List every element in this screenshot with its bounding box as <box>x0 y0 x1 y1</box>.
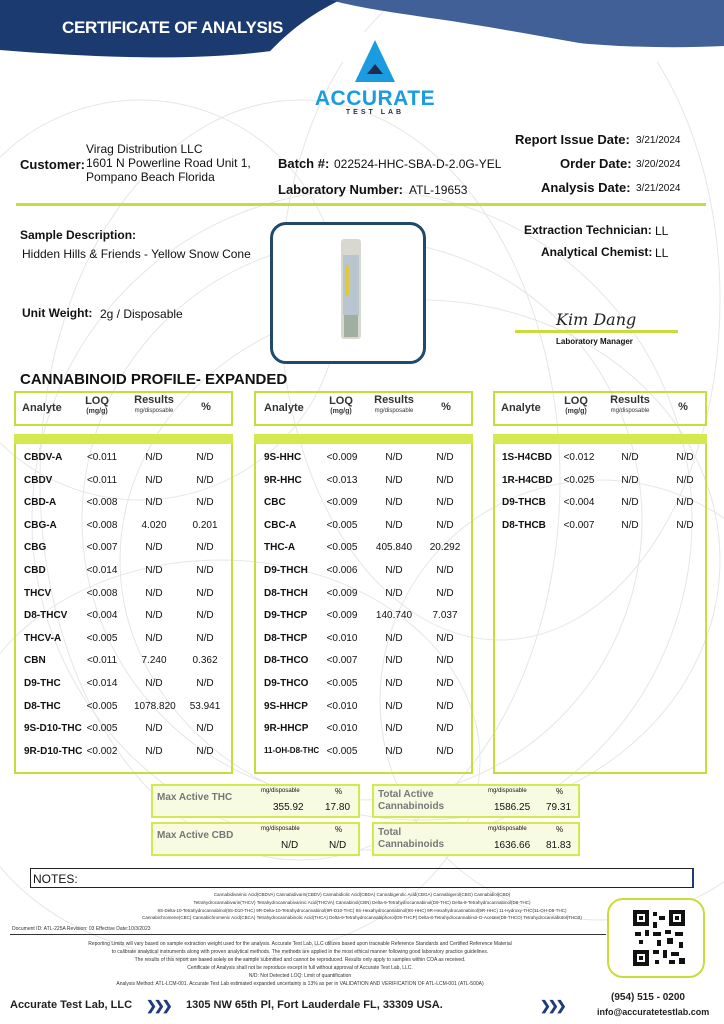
header-divider <box>16 203 706 206</box>
percent-value: N/D <box>436 700 454 712</box>
loq-value: <0.005 <box>326 519 358 531</box>
col-results-unit: mg/disposable <box>374 408 414 414</box>
result-value: N/D <box>145 723 163 735</box>
analyte-name: CBD <box>24 565 46 576</box>
disclaimer-4: Certificate of Analysis shall not be reproduce except in full without approval of Accurate Test Lab, LLC. <box>187 965 413 971</box>
loq-value: <0.005 <box>326 745 358 757</box>
percent-value: N/D <box>196 452 214 463</box>
result-value: N/D <box>385 519 403 531</box>
percent-value: N/D <box>676 452 694 463</box>
company-logo <box>300 38 450 116</box>
percent-value: N/D <box>196 474 214 486</box>
result-value: N/D <box>385 632 403 644</box>
customer-address-1: 1601 N Powerline Road Unit 1, <box>86 156 251 170</box>
abbreviations-line-3: 9S-Delta-10-Tetrahydrocannabinol(9S-D10-THC) 9R-Delta-10-Tetrahydrocannabinol(9R-D10-THC) 9S-Hexahydrocannabinol(9S-HHC) 9R-Hexahydrocannabinol(9R-HHC) 11-Hydroxy-THC(11-OH-D8-THC) <box>157 908 567 913</box>
loq-value: <0.008 <box>86 497 118 509</box>
disclaimer-3: The results of this report are based solely on the sample submitted and cannot be reproduced. Results only apply to samples within COA as received. <box>134 957 466 963</box>
result-value: N/D <box>145 497 163 509</box>
total-active-pct: 79.31 <box>546 802 572 813</box>
analyte-name: THCV-A <box>24 632 62 644</box>
result-value: 1078.820 <box>134 700 176 712</box>
unit-weight-value: 2g / Disposable <box>100 307 183 321</box>
max-cbd-mg: N/D <box>281 840 299 851</box>
sample-photo-frame <box>270 222 426 364</box>
loq-value: <0.013 <box>326 474 358 486</box>
report-date-label: Report Issue Date: <box>515 132 630 147</box>
table-row <box>502 520 712 532</box>
result-value: N/D <box>145 452 163 463</box>
table-row <box>24 452 234 464</box>
col-results: Results <box>374 394 414 406</box>
percent-value: N/D <box>436 565 454 576</box>
table-row <box>264 633 474 645</box>
max-thc-label: Max Active THC <box>157 792 233 803</box>
col-pct: % <box>441 401 451 413</box>
qr-code-icon[interactable] <box>631 908 687 968</box>
result-value: N/D <box>385 474 403 486</box>
result-value: N/D <box>145 587 163 599</box>
table-row <box>264 678 474 690</box>
loq-value: <0.004 <box>86 610 118 622</box>
table-row <box>24 655 234 667</box>
customer-name: Virag Distribution LLC <box>86 142 203 156</box>
col-loq-unit: (mg/g) <box>330 408 352 415</box>
total-active-box <box>372 784 580 818</box>
percent-value: N/D <box>196 587 214 599</box>
loq-value: <0.010 <box>326 723 358 735</box>
total-active-mg: 1586.25 <box>494 802 531 813</box>
analyte-name: D9-THCB <box>502 497 546 509</box>
manager-signature: Kim Dang <box>556 310 637 329</box>
result-value: N/D <box>621 452 639 463</box>
total-pct-header: % <box>556 825 564 834</box>
analyte-name: CBN <box>24 655 46 667</box>
result-value: N/D <box>145 565 163 576</box>
percent-value: N/D <box>436 519 454 531</box>
percent-value: N/D <box>436 474 454 486</box>
footer-chevron-left-icon: ❯❯❯ <box>146 998 170 1013</box>
batch-label: Batch #: <box>278 156 330 171</box>
max-cbd-pct: N/D <box>329 840 347 851</box>
table-row <box>24 565 234 577</box>
loq-value: <0.007 <box>326 655 358 667</box>
table-row <box>24 746 234 758</box>
loq-value: <0.005 <box>326 678 358 689</box>
loq-value: <0.009 <box>326 497 358 509</box>
analyte-name: D8-THC <box>24 700 61 712</box>
loq-value: <0.014 <box>86 565 118 576</box>
table-row <box>264 610 474 622</box>
result-value: N/D <box>145 745 163 757</box>
abbreviations-line-4: Cannabichromene(CBC) Cannabichromenic Acid(CBCA) Tetrahydrocannabinolic Acid(THCA) Delta-9-Tetrahydrocannabiphorol(D9-THCP) Delta-8-Tetrahydrocannabinol-O-Acetate(D8-THCO) Tetrahydrocannabutol(THCB) <box>142 915 582 920</box>
loq-value: <0.025 <box>563 474 595 486</box>
percent-value: N/D <box>436 745 454 757</box>
result-value: N/D <box>621 497 639 509</box>
loq-value: <0.010 <box>326 632 358 644</box>
batch-value: 022524-HHC-SBA-D-2.0G-YEL <box>334 157 502 171</box>
analyte-name: 9S-HHCP <box>264 700 308 712</box>
result-value: 7.240 <box>141 655 167 667</box>
disclaimer-2: to calibrate analytical instruments along with proven analytical methods. The methods are applied in the most ethical manner following good laboratory practice guidelines. <box>111 949 489 955</box>
analyte-name: CBG <box>24 542 47 554</box>
result-value: N/D <box>621 519 639 531</box>
abbreviations-line-1: Cannabidivarinic Acid(CBDVA) Cannabidivarin(CBDV) Cannabidiolic Acid(CBDA) Cannabigerolic Acid(CBGA) Cannabigerol(CBG) Cannabidiol(CBD) <box>213 892 511 897</box>
customer-label: Customer: <box>20 157 86 172</box>
table-row <box>24 633 234 645</box>
certificate-title: CERTIFICATE OF ANALYSIS <box>62 18 284 37</box>
percent-value: 7.037 <box>432 610 458 622</box>
loq-value: <0.009 <box>326 610 358 622</box>
table2-header <box>254 391 473 426</box>
result-value: N/D <box>145 542 163 554</box>
logo-mountain-icon <box>353 38 397 84</box>
max-cbd-box <box>151 822 360 856</box>
analyte-name: CBD-A <box>24 497 57 509</box>
table-row <box>264 452 474 464</box>
analysis-date-label: Analysis Date: <box>541 180 631 195</box>
extraction-tech-value: LL <box>655 224 669 238</box>
result-value: N/D <box>385 723 403 735</box>
col-pct: % <box>201 401 211 413</box>
col-loq: LOQ <box>564 395 588 407</box>
total-active-label-1: Total Active <box>378 789 434 800</box>
col-analyte: Analyte <box>501 402 541 414</box>
result-value: N/D <box>385 678 403 689</box>
percent-value: N/D <box>436 723 454 735</box>
analyte-name: D8-THCO <box>264 655 309 667</box>
percent-value: N/D <box>436 678 454 689</box>
loq-value: <0.011 <box>86 452 118 463</box>
logo-subtitle: TEST LAB <box>345 109 405 116</box>
lab-number-label: Laboratory Number: <box>278 182 403 197</box>
analyte-name: D9-THCP <box>264 610 308 622</box>
analyte-name: D8-THCH <box>264 587 308 599</box>
analyte-name: 11-OH-D8-THC <box>264 745 320 755</box>
percent-value: 20.292 <box>429 542 461 554</box>
qr-code-frame <box>607 898 705 978</box>
logo-name: ACCURATE <box>314 87 436 110</box>
profile-title: CANNABINOID PROFILE- EXPANDED <box>20 371 288 388</box>
table-row <box>264 701 474 713</box>
analytical-chemist-label: Analytical Chemist: <box>541 245 653 259</box>
percent-value: N/D <box>196 497 214 509</box>
loq-value: <0.005 <box>86 723 118 735</box>
result-value: N/D <box>385 745 403 757</box>
analyte-name: 9R-HHCP <box>264 723 309 735</box>
sample-product-image <box>273 225 423 361</box>
col-results-unit: mg/disposable <box>134 408 174 414</box>
col-loq: LOQ <box>85 395 109 407</box>
order-date-value: 3/20/2024 <box>636 159 681 170</box>
analyte-name: D8-THCP <box>264 632 308 644</box>
percent-value: N/D <box>676 519 694 531</box>
percent-value: 53.941 <box>189 700 221 712</box>
loq-value: <0.008 <box>86 519 118 531</box>
col-analyte: Analyte <box>264 402 304 414</box>
percent-value: N/D <box>436 497 454 509</box>
analyte-name: D9-THCH <box>264 565 308 576</box>
percent-value: N/D <box>436 632 454 644</box>
percent-value: N/D <box>196 745 214 757</box>
table-row <box>24 701 234 713</box>
analyte-name: 9S-D10-THC <box>24 723 82 735</box>
result-value: N/D <box>145 678 163 689</box>
analysis-date-value: 3/21/2024 <box>636 183 681 194</box>
document-id: Document ID: ATL-225A Revision: 03 Effective Date:10/3/2023 <box>12 926 151 932</box>
loq-value: <0.008 <box>86 587 118 599</box>
analyte-name: 9S-HHC <box>264 452 302 463</box>
unit-weight-label: Unit Weight: <box>22 306 93 320</box>
analyte-name: D9-THC <box>24 678 61 689</box>
loq-value: <0.012 <box>563 452 595 463</box>
loq-value: <0.005 <box>326 542 358 554</box>
max-thc-pct: 17.80 <box>325 802 351 813</box>
table-row <box>264 723 474 735</box>
col-analyte: Analyte <box>22 402 62 414</box>
percent-value: N/D <box>196 565 214 576</box>
result-value: 4.020 <box>141 519 167 531</box>
customer-address-2: Pompano Beach Florida <box>86 170 215 184</box>
loq-value: <0.009 <box>326 452 358 463</box>
loq-value: <0.005 <box>86 632 118 644</box>
table-row <box>24 497 234 509</box>
max-cbd-unit: mg/disposable <box>261 826 300 832</box>
loq-value: <0.009 <box>326 587 358 599</box>
lab-number-value: ATL-19653 <box>409 183 468 197</box>
total-unit: mg/disposable <box>488 826 527 832</box>
percent-value: N/D <box>196 610 214 622</box>
percent-value: N/D <box>676 497 694 509</box>
footer-company: Accurate Test Lab, LLC <box>10 999 133 1011</box>
percent-value: N/D <box>436 655 454 667</box>
analyte-name: CBC <box>264 497 286 509</box>
analyte-name: CBG-A <box>24 519 57 531</box>
table2-top-bar <box>254 434 473 444</box>
analyte-name: CBDV-A <box>24 452 63 463</box>
extraction-tech-label: Extraction Technician: <box>524 223 652 237</box>
result-value: N/D <box>385 565 403 576</box>
analyte-name: CBDV <box>24 474 53 486</box>
col-loq: LOQ <box>329 395 353 407</box>
result-value: N/D <box>385 655 403 667</box>
loq-value: <0.014 <box>86 678 118 689</box>
table-row <box>502 497 712 509</box>
loq-value: <0.007 <box>86 542 118 554</box>
footer-address: 1305 NW 65th Pl, Fort Lauderdale FL, 33309 USA. <box>186 999 443 1011</box>
table3-header <box>493 391 707 426</box>
max-thc-pct-header: % <box>335 787 343 796</box>
table-row <box>264 542 474 554</box>
result-value: 140.740 <box>375 610 413 622</box>
table1-header <box>14 391 233 426</box>
loq-value: <0.010 <box>326 700 358 712</box>
disclaimer-1: Reporting Limits will vary based on sample extraction weight used for the analysis. Accurate Test Lab, LLC utilizes based upon traceable Reference Standards and Certified Reference Material <box>88 941 512 947</box>
total-label-1: Total <box>378 827 402 838</box>
analyte-name: 9R-HHC <box>264 474 302 486</box>
max-thc-mg: 355.92 <box>273 802 304 813</box>
notes-box <box>30 868 694 888</box>
disclaimer-6: Analysis Method: ATL-LCM-001. Accurate Test Lab estimated expanded uncertainty is 13% as per in VALIDATION AND VERIFICATION OF ATL-LCM-001 (ATL-500A) <box>116 981 484 987</box>
loq-value: <0.011 <box>86 655 118 667</box>
result-value: N/D <box>145 632 163 644</box>
table-row <box>24 520 234 532</box>
table-row <box>264 520 474 532</box>
table3-top-bar <box>493 434 707 444</box>
table1-top-bar <box>14 434 233 444</box>
manager-title: Laboratory Manager <box>556 337 633 346</box>
analyte-name: CBC-A <box>264 519 297 531</box>
abbreviations-line-2: Tetrahydrocannabivarin(THCV) Tetrahydrocannabivarinic Acid(THCVA) Cannabinol(CBN) Delta-9-Tetrahydrocannabinol(D9-THC) Delta-8-Tetrahydrocannabinol(D8-THC) <box>193 900 531 905</box>
percent-value: 0.201 <box>192 519 218 531</box>
percent-value: N/D <box>676 474 694 486</box>
percent-value: N/D <box>436 587 454 599</box>
total-label-2: Cannabinoids <box>378 839 445 850</box>
order-date-label: Order Date: <box>560 156 632 171</box>
result-value: 405.840 <box>375 542 413 554</box>
table-row <box>24 542 234 554</box>
result-value: N/D <box>145 474 163 486</box>
analyte-name: THCV <box>24 587 52 599</box>
table-row <box>264 655 474 667</box>
percent-value: N/D <box>196 632 214 644</box>
col-results-unit: mg/disposable <box>610 408 650 414</box>
notes-divider <box>10 934 606 935</box>
disclaimer-5: N/D: Not Detected LOQ: Limit of quantification <box>248 973 352 979</box>
analyte-name: 9R-D10-THC <box>24 745 83 757</box>
percent-value: N/D <box>196 542 214 554</box>
total-active-unit: mg/disposable <box>488 788 527 794</box>
table-row <box>502 475 712 487</box>
notes-label: NOTES: <box>33 872 78 886</box>
percent-value: 0.362 <box>192 655 218 667</box>
max-thc-box <box>151 784 360 818</box>
max-cbd-label: Max Active CBD <box>157 830 234 841</box>
analytical-chemist-value: LL <box>655 246 669 260</box>
analyte-name: D8-THCV <box>24 610 68 622</box>
percent-value: N/D <box>196 678 214 689</box>
col-loq-unit: (mg/g) <box>86 408 108 415</box>
loq-value: <0.006 <box>326 565 358 576</box>
loq-value: <0.011 <box>86 474 118 486</box>
total-cannabinoids-box <box>372 822 580 856</box>
loq-value: <0.005 <box>86 700 118 712</box>
table-row <box>24 475 234 487</box>
col-loq-unit: (mg/g) <box>565 408 587 415</box>
max-thc-unit: mg/disposable <box>261 788 300 794</box>
analyte-name: THC-A <box>264 542 296 554</box>
table-row <box>502 452 712 464</box>
loq-value: <0.007 <box>563 519 595 531</box>
total-mg: 1636.66 <box>494 840 531 851</box>
footer-phone[interactable]: (954) 515 - 0200 <box>611 992 685 1003</box>
analyte-name: D9-THCO <box>264 678 309 689</box>
sample-description-label: Sample Description: <box>20 228 137 242</box>
table-row <box>264 497 474 509</box>
result-value: N/D <box>385 497 403 509</box>
table-row <box>264 746 474 758</box>
footer-email[interactable]: info@accuratetestlab.com <box>597 1007 710 1017</box>
col-pct: % <box>678 401 688 413</box>
loq-value: <0.004 <box>563 497 595 509</box>
table-row <box>24 610 234 622</box>
report-date-value: 3/21/2024 <box>636 135 681 146</box>
sample-description-value: Hidden Hills & Friends - Yellow Snow Cone <box>22 247 251 261</box>
table-row <box>264 565 474 577</box>
table-row <box>24 588 234 600</box>
total-pct: 81.83 <box>546 840 572 851</box>
result-value: N/D <box>385 452 403 463</box>
percent-value: N/D <box>196 723 214 735</box>
footer-chevron-right-icon: ❯❯❯ <box>540 998 564 1013</box>
table-row <box>264 588 474 600</box>
percent-value: N/D <box>436 452 454 463</box>
result-value: N/D <box>385 700 403 712</box>
analyte-name: D8-THCB <box>502 519 546 531</box>
table-row <box>264 475 474 487</box>
analyte-name: 1S-H4CBD <box>502 452 553 463</box>
analyte-name: 1R-H4CBD <box>502 474 553 486</box>
loq-value: <0.002 <box>86 745 118 757</box>
table-row <box>24 723 234 735</box>
total-active-label-2: Cannabinoids <box>378 801 445 812</box>
result-value: N/D <box>385 587 403 599</box>
signature-line <box>515 330 678 333</box>
result-value: N/D <box>621 474 639 486</box>
col-results: Results <box>134 394 174 406</box>
table-row <box>24 678 234 690</box>
col-results: Results <box>610 394 650 406</box>
result-value: N/D <box>145 610 163 622</box>
max-cbd-pct-header: % <box>335 825 343 834</box>
total-active-pct-header: % <box>556 787 564 796</box>
